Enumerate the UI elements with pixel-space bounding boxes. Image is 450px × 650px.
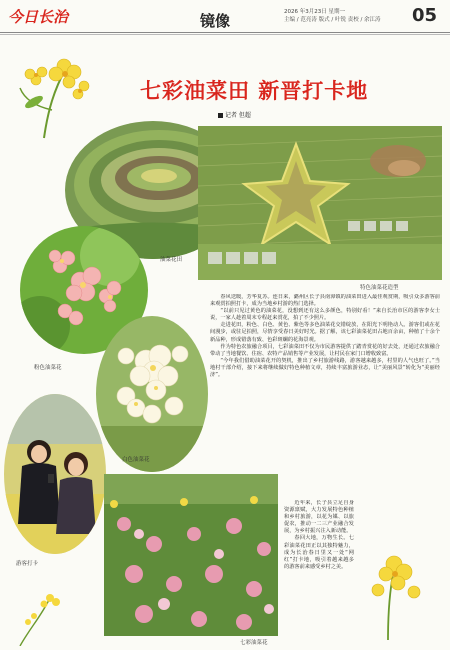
byline: 记者 但超 [218, 110, 251, 119]
paragraph: 作为特色农旅融合项目，七彩油菜田不仅为市民游客提供了踏青赏花的好去处，还通过农旅融合带动了当地餐饮、住宿、农特产品销售等产业发展，让村民在家门口增收致富。 [210, 343, 440, 357]
photo-bottom-field [104, 474, 278, 636]
article-body-wide [210, 294, 440, 498]
masthead-logo: 今日长治 [8, 8, 69, 26]
paragraph: 走进花田，粉色、白色、黄色、紫色等多色油菜花交错绽放，在阳光下明艳动人。游客们或在花间漫步，或驻足拍照，尽情享受春日美好时光。据了解，该七彩油菜花田占地百余亩，种植了十余个新品种，形成错落有致、色彩斑斓的花海景观。 [210, 322, 440, 343]
photo-white-flower [96, 316, 208, 472]
caption-star: 特色油菜花造型 [360, 285, 399, 291]
date-line: 2026 年3月23日 星期一 [284, 9, 345, 15]
paragraph: 近年来，长子县立足自身资源禀赋，大力发展特色种植和乡村旅游，以花为媒、以旅促农，推动一二三产业融合发展，为乡村振兴注入新动能。 [284, 500, 354, 535]
page-number: 05 [412, 5, 438, 26]
article-headline: 七彩油菜田 新晋打卡地 [140, 79, 369, 103]
caption-pink: 粉色油菜花 [34, 365, 62, 371]
paragraph: “以前只见过黄色的油菜花，没想到还有这么多颜色，特别好看！”来自长治市区的游客李女士说，一家人趁着周末专程赶来赏花，拍了不少照片。 [210, 308, 440, 322]
editor-line: 主编 / 范亮涛 版式 / 叶锐 责校 / 余江涛 [284, 17, 381, 23]
caption-white: 白色油菜花 [122, 457, 150, 463]
header-rule [0, 32, 450, 33]
flower-decoration-bottom-icon [10, 588, 70, 646]
article-body-narrow [284, 500, 354, 632]
header-rule-thin [0, 34, 450, 35]
paragraph: 春回大地，万物生长。七彩油菜花田正以其独特魅力，成为长治春日里又一处“网红”打卡地，吸引着越来越多的游客前来感受乡村之美。 [284, 535, 354, 570]
caption-bottom: 七彩油菜花 [240, 640, 268, 646]
photo-star-field [198, 126, 442, 280]
section-title: 镜像 [200, 12, 231, 30]
photo-tourists [4, 394, 106, 554]
caption-tourists: 游客打卡 [16, 561, 39, 567]
flower-decoration-right-icon [358, 550, 428, 640]
caption-field: 油菜花田 [160, 257, 183, 263]
paragraph: 春风送暖，芳华复苏。连日来，潞州区长子县南漳镇的油菜田进入最佳观赏期，吸引众多游客前来观赏拍照打卡，成为当地乡村游的热门选择。 [210, 294, 440, 308]
paragraph: “今年我们借助油菜花开的契机，推出了乡村旅游线路，游客越来越多，村里的人气也旺了。”当地村干部介绍，接下来将继续做好特色种植文章，持续丰富旅游业态，让“美丽风景”转化为“美丽经济”。 [210, 357, 440, 379]
